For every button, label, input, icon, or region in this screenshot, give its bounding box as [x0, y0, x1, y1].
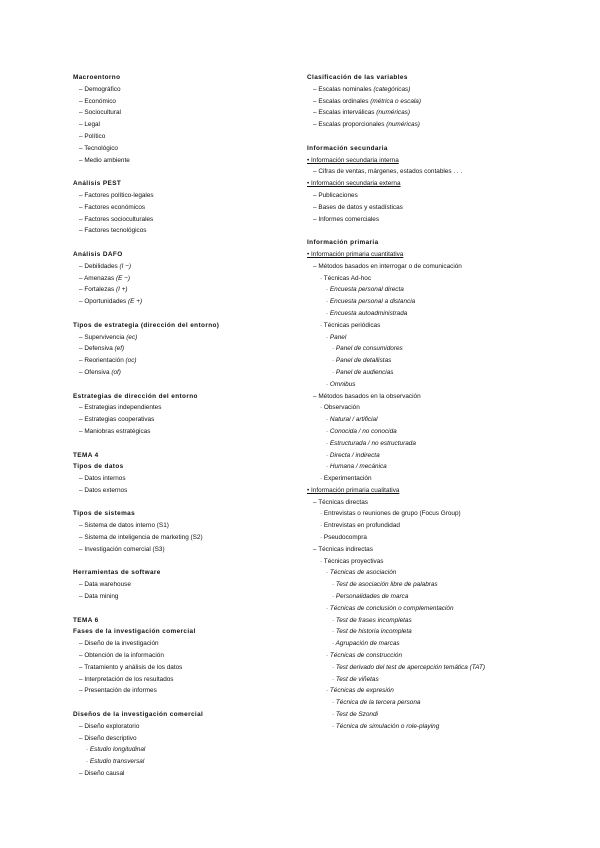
item-text: · Técnica de la tercera persona: [332, 699, 421, 707]
item-text: · Agrupación de marcas: [332, 640, 400, 648]
item-text: · Conocida / no conocida: [326, 427, 397, 435]
item-text: · Panel: [326, 333, 347, 341]
item-text: – Publicaciones: [313, 191, 358, 199]
item-text: – Político: [79, 132, 106, 140]
list-item-estrategias-cooperativas: [73, 414, 293, 426]
item-text: Herramientas de software: [73, 569, 161, 577]
list-item-bases-de-datos-y-estadisticas: [307, 202, 567, 214]
list-item-escalas-nominales: [307, 84, 567, 96]
list-item-humana-mecanica: [307, 461, 567, 473]
list-item-reorientacion: [73, 355, 293, 367]
heading-tipos-de-sistemas: [73, 508, 293, 520]
list-item-ofensiva: [73, 367, 293, 379]
item-text: – Legal: [79, 121, 100, 129]
list-item-datos-internos: [73, 473, 293, 485]
item-text: – Reorientación: [79, 357, 124, 365]
left-column: [73, 72, 293, 780]
list-item-medio-ambiente: [73, 155, 293, 167]
item-text: · Experimentación: [320, 475, 372, 483]
item-text: – Factores tecnológicos: [79, 227, 147, 235]
item-text: – Debilidades: [79, 262, 118, 270]
list-item-metodos-basados-en-la-observacion: [307, 391, 567, 403]
right-column: [307, 72, 567, 733]
item-text: Clasificación de las variables: [307, 74, 408, 81]
list-item-politico: [73, 131, 293, 143]
item-text: – Escalas proporcionales: [313, 121, 385, 129]
list-item-escalas-proporcionales: [307, 119, 567, 131]
list-item-test-derivado-del-test-de-apercepcion-te: [307, 662, 567, 674]
item-text: – Diseño descriptivo: [79, 734, 137, 742]
item-text: · Personalidades de marca: [332, 593, 409, 601]
list-item-legal: [73, 119, 293, 131]
list-item-factores-socioculturales: [73, 214, 293, 226]
item-text: – Diseño causal: [79, 770, 125, 778]
item-text: · Humana / mecánica: [326, 463, 387, 471]
item-text: · Técnicas de construcción: [326, 652, 403, 660]
item-text: • Información primaria cualitativa: [307, 486, 400, 494]
item-text: · Entrevistas en profundidad: [320, 522, 400, 530]
list-item-tecnicas-de-conclusion-o-complementacion: [307, 603, 567, 615]
item-text: – Obtención de la información: [79, 652, 164, 660]
list-item-diseno-causal: [73, 768, 293, 780]
list-item-estrategias-independientes: [73, 402, 293, 414]
list-item-test-de-frases-incompletas: [307, 615, 567, 627]
item-text: – Estrategias independientes: [79, 404, 162, 412]
item-text: – Tecnológico: [79, 144, 118, 152]
item-text: · Test de asociación libre de palabras: [332, 581, 438, 589]
item-text: – Supervivencia: [79, 333, 125, 341]
item-text: · Panel de detallistas: [332, 357, 392, 365]
list-item-tecnicas-ad-hoc: [307, 273, 567, 285]
item-text: – Factores socioculturales: [79, 215, 154, 223]
item-text: · Encuesta personal directa: [326, 286, 404, 294]
list-item-debilidades: [73, 261, 293, 273]
item-text: Tipos de estrategia (dirección del entorno): [73, 321, 220, 329]
list-item-economico: [73, 96, 293, 108]
heading-fases-de-la-investigacion-comercial: [73, 626, 293, 638]
item-text: – Medio ambiente: [79, 156, 130, 164]
spacer: [73, 603, 293, 615]
list-item-experimentacion: [307, 473, 567, 485]
list-item-datos-externos: [73, 485, 293, 497]
list-item-obtencion-de-la-informacion: [73, 650, 293, 662]
item-note: (numéricas): [376, 109, 410, 117]
item-text: Análisis PEST: [73, 180, 122, 188]
list-item-tecnica-de-la-tercera-persona: [307, 697, 567, 709]
list-item-escalas-intervalicas: [307, 107, 567, 119]
item-text: · Pseudocompra: [320, 534, 367, 542]
list-item-panel: [307, 332, 567, 344]
item-text: • Información secundaria externa: [307, 180, 401, 188]
list-item-publicaciones: [307, 190, 567, 202]
item-text: – Factores político-legales: [79, 191, 154, 199]
heading-analisis-dafo: [73, 249, 293, 261]
list-item-test-de-szondi: [307, 709, 567, 721]
list-item-personalidades-de-marca: [307, 591, 567, 603]
list-item-sociocultural: [73, 107, 293, 119]
list-item-panel-de-consumidores: [307, 343, 567, 355]
item-text: – Escalas interválicas: [313, 109, 375, 117]
list-item-tecnologico: [73, 143, 293, 155]
list-item-agrupacion-de-marcas: [307, 638, 567, 650]
item-text: – Métodos basados en la observación: [313, 392, 421, 400]
item-note: (I −): [119, 262, 132, 270]
item-note: (ef): [114, 345, 125, 353]
item-text: – Fortalezas: [79, 286, 115, 294]
item-text: – Escalas nominales: [313, 85, 372, 93]
item-note: (E +): [128, 298, 143, 306]
item-text: – Sociocultural: [79, 109, 121, 117]
item-text: · Técnicas Ad-hoc: [320, 274, 372, 282]
spacer: [73, 697, 293, 709]
spacer: [73, 166, 293, 178]
heading-herramientas-de-software: [73, 567, 293, 579]
heading-informacion-primaria: [307, 237, 567, 249]
item-text: – Estrategias cooperativas: [79, 416, 155, 424]
list-item-estudio-transversal: [73, 756, 293, 768]
list-item-encuesta-personal-directa: [307, 284, 567, 296]
item-text: – Tratamiento y análisis de los datos: [79, 663, 183, 671]
item-text: – Diseño exploratorio: [79, 722, 140, 730]
heading-tema-4: [73, 450, 293, 462]
list-item-panel-de-detallistas: [307, 355, 567, 367]
list-item-informacion-primaria-cualitativa: [307, 485, 567, 497]
item-text: Fases de la investigación comercial: [73, 628, 196, 636]
spacer: [73, 308, 293, 320]
list-item-informes-comerciales: [307, 214, 567, 226]
item-text: · Test de frases incompletas: [332, 616, 412, 624]
spacer: [73, 497, 293, 509]
list-item-tecnica-de-simulacion-o-role-playing: [307, 721, 567, 733]
item-text: – Oportunidades: [79, 298, 127, 306]
item-note: (categóricas): [373, 85, 411, 93]
list-item-test-de-vinetas: [307, 674, 567, 686]
item-note: (I +): [115, 286, 128, 294]
heading-tipos-de-estrategia-direccion-del-entorn: [73, 320, 293, 332]
item-text: – Sistema de inteligencia de marketing (S2): [79, 534, 203, 542]
item-text: Tipos de datos: [73, 463, 124, 471]
list-item-sistema-de-datos-interno-s1: [73, 520, 293, 532]
list-item-fortalezas: [73, 284, 293, 296]
item-text: · Técnicas proyectivas: [320, 557, 384, 565]
list-item-test-de-asociacion-libre-de-palabras: [307, 579, 567, 591]
item-text: · Técnica de simulación o role-playing: [332, 722, 440, 730]
item-text: · Panel de consumidores: [332, 345, 403, 353]
item-text: Análisis DAFO: [73, 250, 123, 258]
item-text: – Maniobras estratégicas: [79, 427, 151, 435]
item-text: · Técnicas de asociación: [326, 569, 397, 577]
item-note: (oc): [125, 357, 137, 365]
list-item-oportunidades: [73, 296, 293, 308]
list-item-factores-economicos: [73, 202, 293, 214]
list-item-supervivencia: [73, 332, 293, 344]
list-item-entrevistas-o-reuniones-de-grupo-focus-g: [307, 508, 567, 520]
list-item-tecnicas-de-construccion: [307, 650, 567, 662]
item-text: · Omnibus: [326, 380, 356, 388]
list-item-tecnicas-periodicas: [307, 320, 567, 332]
list-item-defensiva: [73, 343, 293, 355]
item-text: Diseños de la investigación comercial: [73, 711, 204, 719]
list-item-encuesta-personal-a-distancia: [307, 296, 567, 308]
heading-estrategias-de-direccion-del-entorno: [73, 391, 293, 403]
item-text: – Cifras de ventas, márgenes, estados contables . . .: [313, 168, 463, 176]
list-item-diseno-de-la-investigacion: [73, 638, 293, 650]
list-item-escalas-ordinales: [307, 96, 567, 108]
item-text: – Datos internos: [79, 475, 126, 483]
list-item-tecnicas-de-expresion: [307, 685, 567, 697]
item-text: – Diseño de la investigación: [79, 640, 159, 648]
list-item-diseno-descriptivo: [73, 733, 293, 745]
item-text: · Técnicas de conclusión o complementación: [326, 604, 454, 612]
list-item-informacion-primaria-cuantitativa: [307, 249, 567, 261]
spacer: [307, 225, 567, 237]
item-text: · Directa / indirecta: [326, 451, 380, 459]
item-text: – Técnicas indirectas: [313, 545, 373, 553]
spacer: [73, 237, 293, 249]
item-text: – Interpretación de los resultados: [79, 675, 174, 683]
heading-informacion-secundaria: [307, 143, 567, 155]
item-text: – Amenazas: [79, 274, 115, 282]
item-text: – Bases de datos y estadísticas: [313, 203, 403, 211]
list-item-pseudocompra: [307, 532, 567, 544]
list-item-natural-artificial: [307, 414, 567, 426]
item-text: · Test de historia incompleta: [332, 628, 412, 636]
item-text: – Sistema de datos interno (S1): [79, 522, 169, 530]
item-text: – Factores económicos: [79, 203, 146, 211]
list-item-tratamiento-y-analisis-de-los-datos: [73, 662, 293, 674]
list-item-directa-indirecta: [307, 450, 567, 462]
list-item-tecnicas-directas: [307, 497, 567, 509]
item-text: • Información primaria cuantitativa: [307, 250, 404, 258]
item-text: · Panel de audiencias: [332, 368, 394, 376]
heading-analisis-pest: [73, 178, 293, 190]
item-text: – Informes comerciales: [313, 215, 380, 223]
list-item-presentacion-de-informes: [73, 685, 293, 697]
item-text: Estrategias de dirección del entorno: [73, 392, 198, 400]
list-item-tecnicas-proyectivas: [307, 556, 567, 568]
item-text: – Técnicas directas: [313, 498, 368, 506]
heading-disenos-de-la-investigacion-comercial: [73, 709, 293, 721]
list-item-demografico: [73, 84, 293, 96]
item-text: – Defensiva: [79, 345, 113, 353]
list-item-investigacion-comercial-s3: [73, 544, 293, 556]
item-text: · Técnicas periódicas: [320, 321, 381, 329]
list-item-test-de-historia-incompleta: [307, 626, 567, 638]
list-item-panel-de-audiencias: [307, 367, 567, 379]
item-text: Información primaria: [307, 239, 379, 247]
item-text: · Encuesta autoadministrada: [326, 309, 408, 317]
item-text: · Encuesta personal a distancia: [326, 298, 416, 306]
list-item-cifras-de-ventas-margenes-estados-contab: [307, 166, 567, 178]
item-note: (métrica o escala): [370, 97, 421, 105]
item-text: – Data warehouse: [79, 581, 131, 589]
item-text: – Económico: [79, 97, 116, 105]
item-text: – Escalas ordinales: [313, 97, 369, 105]
spacer: [73, 379, 293, 391]
item-text: – Investigación comercial (S3): [79, 545, 165, 553]
list-item-encuesta-autoadministrada: [307, 308, 567, 320]
list-item-omnibus: [307, 379, 567, 391]
list-item-amenazas: [73, 273, 293, 285]
item-text: – Presentación de informes: [79, 687, 157, 695]
spacer: [307, 131, 567, 143]
list-item-data-mining: [73, 591, 293, 603]
item-text: · Observación: [320, 404, 360, 412]
list-item-data-warehouse: [73, 579, 293, 591]
item-text: · Entrevistas o reuniones de grupo (Focus Group): [320, 510, 461, 518]
item-text: · Técnicas de expresión: [326, 687, 394, 695]
list-item-entrevistas-en-profundidad: [307, 520, 567, 532]
item-text: Macroentorno: [73, 74, 121, 81]
item-note: (ec): [126, 333, 138, 341]
heading-tema-6: [73, 615, 293, 627]
spacer: [73, 438, 293, 450]
item-text: Tipos de sistemas: [73, 510, 136, 518]
list-item-maniobras-estrategicas: [73, 426, 293, 438]
item-text: · Natural / artificial: [326, 416, 378, 424]
list-item-observacion: [307, 402, 567, 414]
list-item-informacion-secundaria-interna: [307, 155, 567, 167]
item-note: (of): [111, 368, 121, 376]
item-text: · Estructurada / no estructurada: [326, 439, 416, 447]
item-text: • Información secundaria interna: [307, 156, 399, 164]
heading-macroentorno: [73, 72, 293, 84]
spacer: [73, 556, 293, 568]
item-text: TEMA 4: [73, 451, 99, 459]
list-item-conocida-no-conocida: [307, 426, 567, 438]
item-text: · Test derivado del test de apercepción temática (TAT): [332, 663, 485, 671]
list-item-tecnicas-de-asociacion: [307, 567, 567, 579]
list-item-estudio-longitudinal: [73, 744, 293, 756]
list-item-interpretacion-de-los-resultados: [73, 674, 293, 686]
item-text: Información secundaria: [307, 144, 388, 152]
item-text: · Test de viñetas: [332, 675, 379, 683]
item-text: · Estudio longitudinal: [86, 746, 146, 754]
list-item-estructurada-no-estructurada: [307, 438, 567, 450]
heading-clasificacion-de-las-variables: [307, 72, 567, 84]
list-item-diseno-exploratorio: [73, 721, 293, 733]
item-text: – Data mining: [79, 593, 119, 601]
item-text: · Estudio transversal: [86, 758, 145, 766]
item-text: – Demográfico: [79, 85, 121, 93]
list-item-sistema-de-inteligencia-de-marketing-s2: [73, 532, 293, 544]
item-text: · Test de Szondi: [332, 711, 378, 719]
item-note: (numéricas): [386, 121, 420, 129]
item-text: – Ofensiva: [79, 368, 110, 376]
list-item-tecnicas-indirectas: [307, 544, 567, 556]
heading-tipos-de-datos: [73, 461, 293, 473]
list-item-metodos-basados-en-interrogar-o-de-comun: [307, 261, 567, 273]
item-note: (E −): [115, 274, 130, 282]
list-item-factores-politico-legales: [73, 190, 293, 202]
item-text: – Datos externos: [79, 486, 128, 494]
list-item-factores-tecnologicos: [73, 225, 293, 237]
list-item-informacion-secundaria-externa: [307, 178, 567, 190]
item-text: – Métodos basados en interrogar o de comunicación: [313, 262, 462, 270]
item-text: TEMA 6: [73, 616, 99, 624]
